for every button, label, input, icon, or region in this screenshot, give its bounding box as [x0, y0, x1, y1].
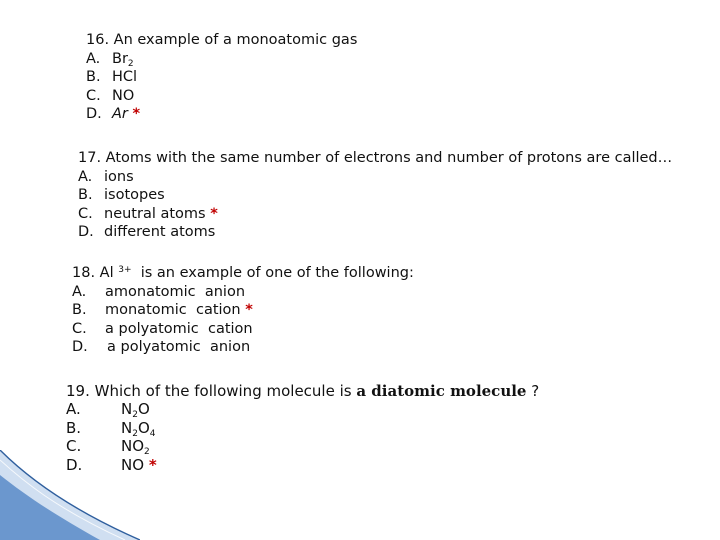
- answer-mark: *: [210, 205, 218, 222]
- formula-part: NO: [121, 437, 145, 456]
- subscript: 2: [132, 428, 138, 439]
- question-19-emphasis: a diatomic molecule: [356, 382, 527, 400]
- option-text: monatomic cation: [105, 302, 241, 319]
- corner-decoration: [0, 450, 140, 540]
- option-text: HCl: [112, 69, 138, 86]
- option-letter: A.: [78, 168, 93, 185]
- question-16-text: An example of a monoatomic gas: [113, 32, 358, 48]
- option-letter: B.: [66, 418, 82, 437]
- option-letter: A.: [66, 400, 81, 419]
- question-19-text: Which of the following molecule is: [94, 382, 352, 400]
- subscript: 2: [144, 447, 150, 458]
- formula-part: N: [121, 400, 133, 419]
- option-text: Ar: [112, 106, 128, 123]
- question-17-number: 17.: [78, 150, 102, 166]
- option-letter: D.: [66, 455, 83, 474]
- option-letter: D.: [86, 106, 102, 123]
- question-18-number: 18.: [72, 265, 96, 281]
- option-letter: D.: [78, 224, 94, 241]
- subscript: 2: [132, 410, 138, 421]
- subscript: 4: [149, 428, 156, 439]
- ion-symbol: Al: [99, 265, 114, 281]
- option-text: a polyatomic cation: [105, 320, 253, 337]
- formula-part: O: [137, 418, 150, 437]
- option-letter: D.: [72, 339, 88, 356]
- question-18-text: is an example of one of the following:: [140, 265, 414, 281]
- option-letter: C.: [78, 205, 93, 222]
- option-text: ions: [104, 168, 134, 185]
- subscript: 2: [127, 58, 134, 69]
- option-letter: A.: [72, 283, 87, 300]
- option-text: neutral atoms: [104, 205, 206, 222]
- question-19-number: 19.: [66, 382, 90, 400]
- option-text: a polyatomic anion: [107, 339, 251, 356]
- option-letter: B.: [78, 187, 93, 204]
- option-text: NO: [112, 87, 135, 104]
- option-letter: B.: [86, 69, 101, 86]
- answer-mark: *: [148, 455, 157, 474]
- formula-part: N: [121, 418, 133, 437]
- question-17-text: Atoms with the same number of electrons and number of protons are called…: [105, 150, 673, 166]
- option-letter: B.: [72, 302, 87, 319]
- option-letter: C.: [72, 320, 87, 337]
- formula-part: O: [137, 400, 150, 419]
- option-letter: C.: [66, 437, 82, 456]
- option-text: Br: [112, 50, 128, 67]
- option-text: isotopes: [104, 187, 165, 204]
- formula-part: NO: [121, 455, 145, 474]
- superscript: 3+: [118, 265, 132, 275]
- question-16-number: 16.: [86, 32, 110, 48]
- option-letter: A.: [86, 50, 101, 67]
- answer-mark: *: [132, 106, 141, 123]
- option-text: different atoms: [104, 224, 216, 241]
- answer-mark: *: [245, 302, 253, 319]
- question-19-end: ?: [531, 382, 540, 400]
- option-text: amonatomic anion: [105, 283, 246, 300]
- option-letter: C.: [86, 87, 101, 104]
